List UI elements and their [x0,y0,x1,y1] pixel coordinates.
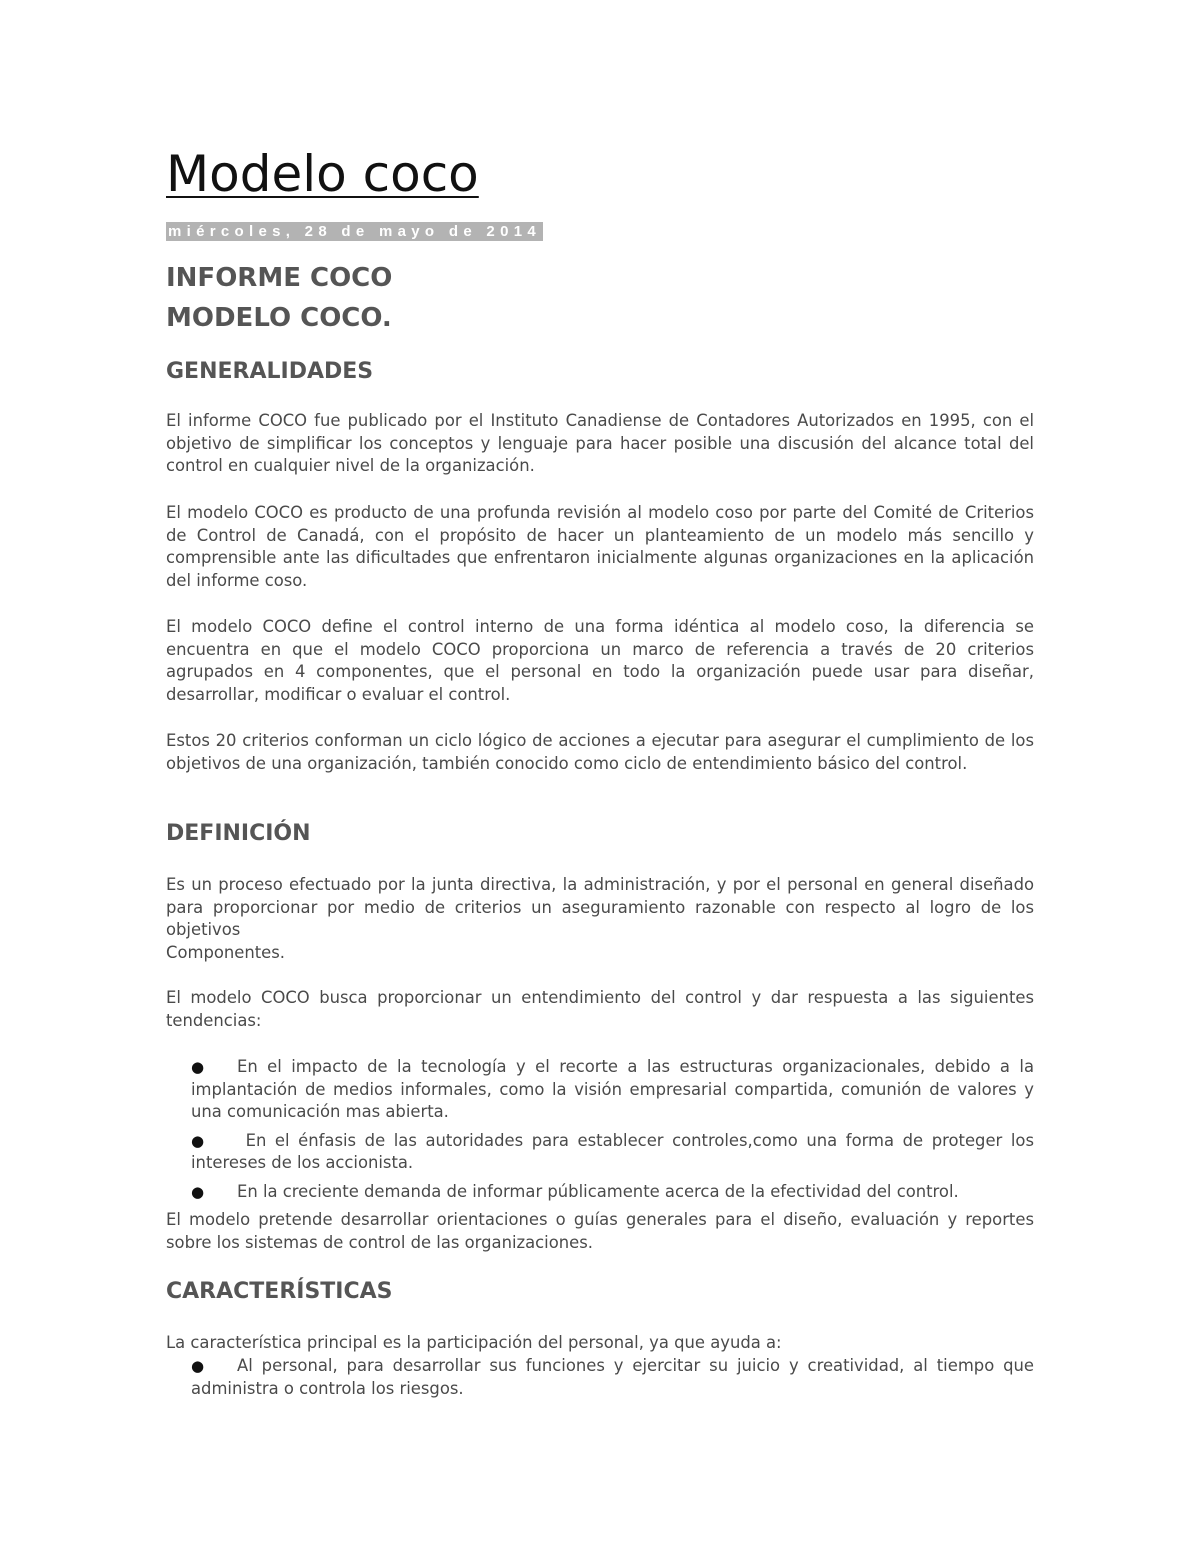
list-item [166,1130,1034,1175]
caracteristicas-list [166,1355,1034,1400]
heading-informe-coco: INFORME COCO [166,263,393,293]
list-item-text: En el impacto de la tecnología y el recorte a las estructuras organizacionales, debido a la implantación de medios informales, como la visión empresarial compartida, comunión de valores y una comunicación mas abierta. [191,1057,1034,1122]
list-item [166,1056,1034,1124]
list-item-text: En la creciente demanda de informar públicamente acerca de la efectividad del control. [237,1181,959,1201]
paragraph-generalidades-2: El modelo COCO es producto de una profunda revisión al modelo coso por parte del Comité de Criterios de Control de Canadá, con el propósito de hacer un planteamiento de un modelo más sencillo y comprensible ante las dificultades que enfrentaron inicialmente algunas organizaciones en la aplicación del informe coso. [166,503,1034,590]
list-item-text: Al personal, para desarrollar sus funciones y ejercitar su juicio y creatividad, al tiempo que administra o controla los riesgos. [191,1356,1034,1398]
paragraph-generalidades-1: El informe COCO fue publicado por el Instituto Canadiense de Contadores Autorizados en 1995, con el objetivo de simplificar los conceptos y lenguaje para hacer posible una discusión del alcance total del control en cualquier nivel de la organización. [166,411,1034,476]
paragraph-caracteristicas-intro: La característica principal es la participación del personal, ya que ayuda a: [166,1333,782,1352]
paragraph-definicion-2: El modelo COCO busca proporcionar un entendimiento del control y dar respuesta a las siguientes tendencias: [166,988,1034,1030]
heading-definicion: DEFINICIÓN [166,821,311,846]
bullet-icon: ● [191,1182,205,1201]
post-date: miércoles, 28 de mayo de 2014 [168,223,541,240]
paragraph-definicion-1 [166,874,1034,964]
tendencias-list [166,1056,1034,1204]
heading-caracteristicas: CARACTERÍSTICAS [166,1279,393,1304]
bullet-icon: ● [191,1058,205,1076]
paragraph-definicion-1-text: Es un proceso efectuado por la junta directiva, la administración, y por el personal en general diseñado para proporcionar por medio de criterios un aseguramiento razonable con respecto al logro de los objetivos [166,875,1034,940]
bullet-icon: ● [191,1357,205,1375]
paragraph-definicion-3: El modelo pretende desarrollar orientaciones o guías generales para el diseño, evaluación y reportes sobre los sistemas de control de las organizaciones. [166,1210,1034,1252]
bullet-icon: ● [191,1131,205,1150]
paragraph-generalidades-3: El modelo COCO define el control interno de una forma idéntica al modelo coso, la diferencia se encuentra en que el modelo COCO proporciona un marco de referencia a través de 20 criterios agrupados en 4 componentes, que el personal en todo la organización puede usar para diseñar, desarrollar, modificar o evaluar el control. [166,617,1034,704]
paragraph-generalidades-4: Estos 20 criterios conforman un ciclo lógico de acciones a ejecutar para asegurar el cumplimiento de los objetivos de una organización, también conocido como ciclo de entendimiento básico del control. [166,731,1034,773]
paragraph-definicion-1-componentes: Componentes. [166,942,285,962]
list-item-text: En el énfasis de las autoridades para establecer controles,como una forma de proteger los intereses de los accionista. [191,1130,1034,1173]
list-item [166,1181,1034,1204]
list-item [166,1355,1034,1400]
heading-generalidades: GENERALIDADES [166,359,374,384]
heading-modelo-coco: MODELO COCO. [166,303,392,333]
post-title[interactable]: Modelo coco [166,145,479,203]
